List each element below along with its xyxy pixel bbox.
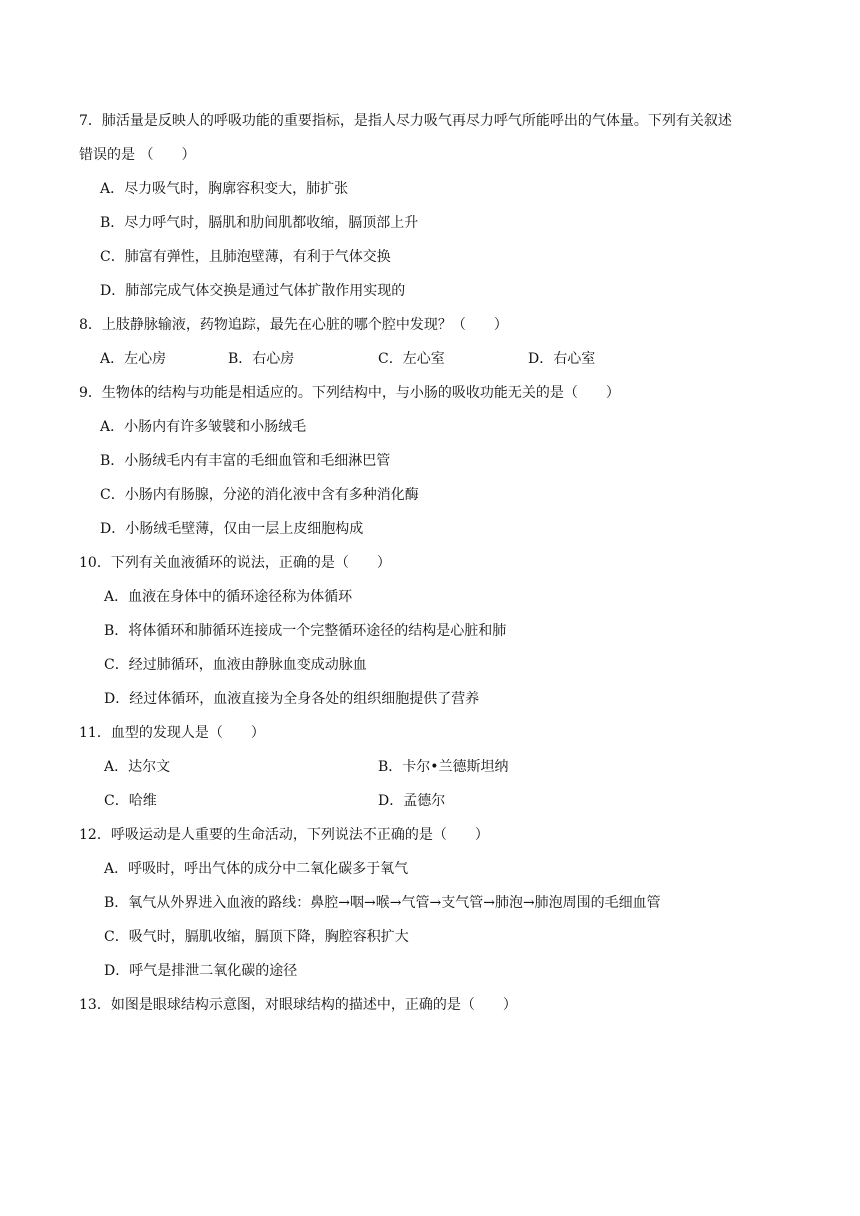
question-12-stem: 12．呼吸运动是人重要的生命活动，下列说法不正确的是（ ） — [79, 827, 489, 843]
question-7-stem-line1: 7．肺活量是反映人的呼吸功能的重要指标，是指人尽力吸气再尽力呼气所能呼出的气体量。下列有关叙述 — [79, 113, 732, 129]
question-10-stem: 10．下列有关血液循环的说法，正确的是（ ） — [79, 555, 391, 571]
question-11-option-d: D．孟德尔 — [378, 793, 446, 809]
question-11-option-b: B．卡尔•兰德斯坦纳 — [378, 759, 509, 775]
question-11-option-c: C．哈维 — [104, 793, 157, 809]
question-9-option-b: B．小肠绒毛内有丰富的毛细血管和毛细淋巴管 — [100, 453, 391, 469]
question-7-option-d: D．肺部完成气体交换是通过气体扩散作用实现的 — [100, 283, 406, 299]
question-8-option-c: C．左心室 — [378, 351, 445, 367]
question-12-option-d: D．呼气是排泄二氧化碳的途径 — [104, 963, 298, 979]
question-11-stem: 11．血型的发现人是（ ） — [79, 725, 265, 741]
question-8-option-a: A．左心房 — [100, 351, 167, 367]
question-8-stem: 8．上肢静脉输液，药物追踪，最先在心脏的哪个腔中发现？（ ） — [79, 317, 508, 333]
question-10-option-b: B．将体循环和肺循环连接成一个完整循环途径的结构是心脏和肺 — [104, 623, 507, 639]
question-8-option-d: D．右心室 — [528, 351, 596, 367]
question-9-option-d: D．小肠绒毛壁薄，仅由一层上皮细胞构成 — [100, 521, 364, 537]
question-7-stem-line2: 错误的是 （ ） — [79, 147, 196, 163]
question-10-option-c: C．经过肺循环，血液由静脉血变成动脉血 — [104, 657, 367, 673]
question-7-option-b: B．尽力呼气时，膈肌和肋间肌都收缩，膈顶部上升 — [100, 215, 419, 231]
question-12-option-b: B．氧气从外界进入血液的路线：鼻腔→咽→喉→气管→支气管→肺泡→肺泡周围的毛细血管 — [104, 895, 661, 911]
question-7-option-c: C．肺富有弹性，且肺泡壁薄，有利于气体交换 — [100, 249, 391, 265]
question-9-option-c: C．小肠内有肠腺，分泌的消化液中含有多种消化酶 — [100, 487, 419, 503]
question-10-option-d: D．经过体循环，血液直接为全身各处的组织细胞提供了营养 — [104, 691, 480, 707]
question-9-option-a: A．小肠内有许多皱襞和小肠绒毛 — [100, 419, 307, 435]
question-11-option-a: A．达尔文 — [104, 759, 171, 775]
question-13-stem: 13．如图是眼球结构示意图，对眼球结构的描述中，正确的是（ ） — [79, 997, 517, 1013]
question-12-option-c: C．吸气时，膈肌收缩，膈顶下降，胸腔容积扩大 — [104, 929, 409, 945]
question-10-option-a: A．血液在身体中的循环途径称为体循环 — [104, 589, 353, 605]
question-9-stem: 9．生物体的结构与功能是相适应的。下列结构中，与小肠的吸收功能无关的是（ ） — [79, 385, 620, 401]
question-8-option-b: B．右心房 — [228, 351, 295, 367]
question-12-option-a: A．呼吸时，呼出气体的成分中二氧化碳多于氧气 — [104, 861, 409, 877]
question-7-option-a: A．尽力吸气时，胸廓容积变大，肺扩张 — [100, 181, 349, 197]
